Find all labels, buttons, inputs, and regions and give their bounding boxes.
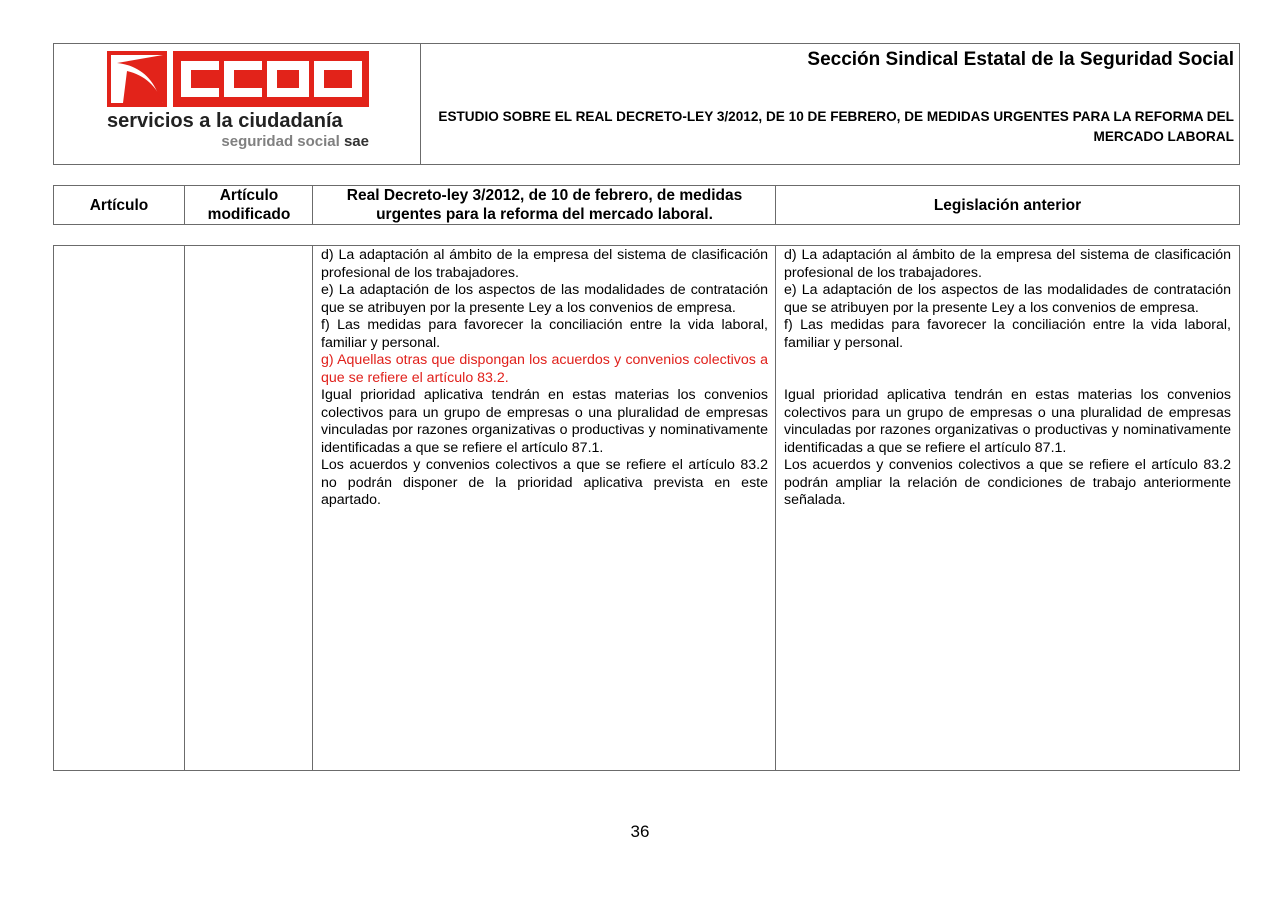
col-header-articulo: Artículo (89, 196, 149, 214)
ccoo-logo (107, 49, 369, 149)
comparison-row (53, 245, 1240, 771)
page-number: 36 (630, 822, 650, 841)
section-title: Sección Sindical Estatal de la Seguridad Social (807, 49, 1234, 70)
column-header-row (53, 185, 1240, 225)
cell-articulo-modificado (185, 246, 313, 770)
rd-paragraph-e: e) La adaptación de los aspectos de las modalidades de contratación que se atribuyen por la presente Ley a los convenios de empresa. (321, 282, 768, 316)
rd-paragraph-d: d) La adaptación al ámbito de la empresa del sistema de clasificación profesional de los trabajadores. (321, 247, 768, 281)
rd-paragraph-igual-prioridad: Igual prioridad aplicativa tendrán en estas materias los convenios colectivos para un grupo de empresas o una pluralidad de empresas vinculadas por razones organizativas o productivas y nominativamente identificadas a que se refiere el artículo 87.1. (321, 387, 768, 456)
logo-cell (54, 44, 420, 164)
cell-real-decreto (313, 246, 776, 770)
study-title: ESTUDIO SOBRE EL REAL DECRETO-LEY 3/2012, DE 10 DE FEBRERO, DE MEDIDAS URGENTES PARA LA REFORMA DEL MERCADO LABORAL (438, 109, 1234, 144)
document-header (53, 43, 1240, 165)
col-header-real-decreto: Real Decreto-ley 3/2012, de 10 de febrero, de medidas urgentes para la reforma del mercado laboral. (346, 187, 743, 223)
logo-line1: servicios a la ciudadanía (107, 110, 343, 132)
logo-line2: seguridad social (221, 133, 340, 149)
la-paragraph-e: e) La adaptación de los aspectos de las modalidades de contratación que se atribuyen por la presente Ley a los convenios de empresa. (784, 282, 1231, 316)
svg-text:seguridad social sae (221, 133, 369, 149)
logo-line2-sae: sae (343, 133, 369, 149)
rd-paragraph-acuerdos: Los acuerdos y convenios colectivos a que se refiere el artículo 83.2 no podrán disponer de la prioridad aplicativa prevista en este apartado. (321, 457, 768, 508)
rd-paragraph-g-new: g) Aquellas otras que dispongan los acuerdos y convenios colectivos a que se refiere el artículo 83.2. (321, 352, 768, 386)
la-spacer (784, 352, 1231, 387)
cell-legislacion-anterior (776, 246, 1239, 770)
col-header-articulo-modificado: Artículo modificado (207, 187, 291, 223)
rd-paragraph-f: f) Las medidas para favorecer la conciliación entre la vida laboral, familiar y personal. (321, 317, 768, 351)
col-header-legislacion-anterior: Legislación anterior (933, 196, 1082, 214)
la-paragraph-acuerdos: Los acuerdos y convenios colectivos a que se refiere el artículo 83.2 podrán ampliar la relación de condiciones de trabajo anteriormente señalada. (784, 457, 1231, 508)
la-paragraph-f: f) Las medidas para favorecer la conciliación entre la vida laboral, familiar y personal. (784, 317, 1231, 351)
cell-articulo (54, 246, 184, 770)
la-paragraph-d: d) La adaptación al ámbito de la empresa del sistema de clasificación profesional de los trabajadores. (784, 247, 1231, 281)
la-paragraph-igual-prioridad: Igual prioridad aplicativa tendrán en estas materias los convenios colectivos para un grupo de empresas o una pluralidad de empresas vinculadas por razones organizativas o productivas y nominativamente identificadas a que se refiere el artículo 87.1. (784, 387, 1231, 456)
title-cell (421, 44, 1239, 164)
